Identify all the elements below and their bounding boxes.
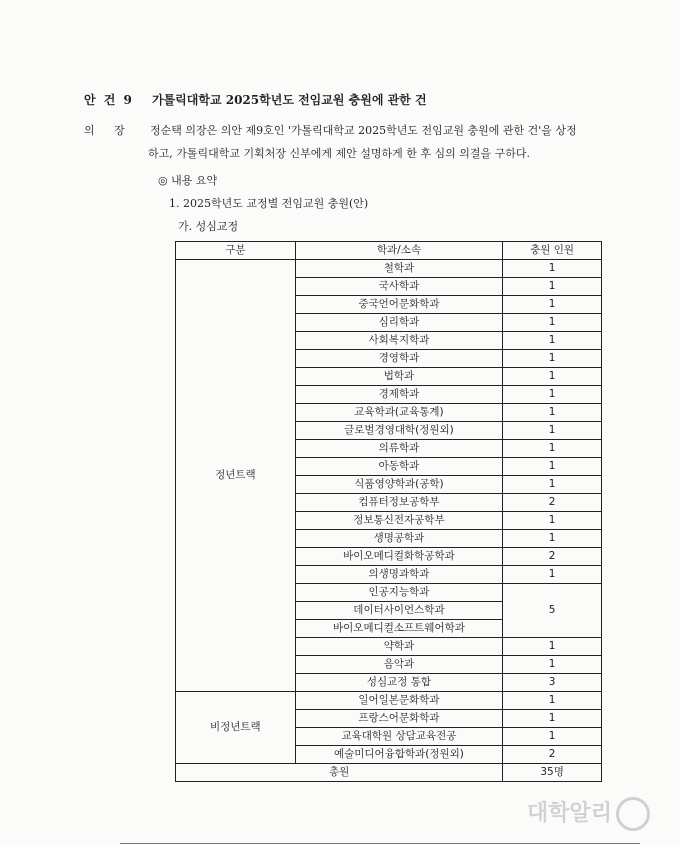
header-count: 충원 인원 — [503, 242, 602, 260]
count-cell: 1 — [503, 260, 602, 278]
category-cell: 정년트랙 — [176, 260, 296, 692]
watermark-logo — [527, 796, 650, 831]
department-cell: 법학과 — [295, 368, 503, 386]
department-cell: 식품영양학과(공학) — [295, 476, 503, 494]
department-cell: 사회복지학과 — [295, 332, 503, 350]
subsection-heading: 가. 성심교정 — [178, 220, 239, 233]
count-cell: 1 — [503, 638, 602, 656]
chair-text-line-1: 정순택 의장은 의안 제9호인 '가톨릭대학교 2025학년도 전임교원 충원에 관한 건'을 상정 — [150, 124, 577, 137]
table-row — [176, 260, 602, 278]
header-department: 학과/소속 — [295, 242, 503, 260]
table-body — [176, 260, 602, 764]
footer-divider — [120, 843, 640, 844]
department-cell: 중국언어문화학과 — [295, 296, 503, 314]
total-label: 총원 — [176, 764, 503, 782]
count-cell: 2 — [503, 548, 602, 566]
department-cell: 의류학과 — [295, 440, 503, 458]
department-cell: 바이오메디컬화학공학과 — [295, 548, 503, 566]
count-cell: 1 — [503, 530, 602, 548]
count-cell: 1 — [503, 512, 602, 530]
department-cell: 글로벌경영대학(정원외) — [295, 422, 503, 440]
count-cell: 1 — [503, 692, 602, 710]
department-cell: 음악과 — [295, 656, 503, 674]
table-header-row — [176, 242, 602, 260]
table-total-row — [176, 764, 602, 782]
count-cell: 1 — [503, 314, 602, 332]
count-cell: 1 — [503, 332, 602, 350]
count-cell: 1 — [503, 566, 602, 584]
department-cell: 데이터사이언스학과 — [295, 602, 503, 620]
count-cell: 5 — [503, 584, 602, 638]
count-cell: 1 — [503, 422, 602, 440]
section-heading: 1. 2025학년도 교정별 전임교원 충원(안) — [169, 197, 369, 210]
department-cell: 일어일본문화학과 — [295, 692, 503, 710]
count-cell: 1 — [503, 728, 602, 746]
count-cell: 2 — [503, 494, 602, 512]
count-cell: 1 — [503, 386, 602, 404]
count-cell: 1 — [503, 350, 602, 368]
department-cell: 바이오메디컬소프트웨어학과 — [295, 620, 503, 638]
department-cell: 아동학과 — [295, 458, 503, 476]
department-cell: 인공지능학과 — [295, 584, 503, 602]
count-cell: 1 — [503, 440, 602, 458]
watermark-text: 대학알리 — [526, 801, 612, 826]
department-cell: 컴퓨터정보공학부 — [295, 494, 503, 512]
count-cell: 1 — [503, 476, 602, 494]
department-cell: 심리학과 — [295, 314, 503, 332]
table-row — [176, 692, 602, 710]
agenda-label: 안 건 9 — [84, 93, 134, 107]
department-cell: 정보통신전자공학부 — [295, 512, 503, 530]
count-cell: 1 — [503, 278, 602, 296]
chair-text-line-2: 하고, 가톨릭대학교 기획처장 신부에게 제안 설명하게 한 후 심의 의결을 구하다. — [148, 147, 530, 160]
department-cell: 성심교정 통합 — [295, 674, 503, 692]
staffing-table — [175, 241, 602, 782]
count-cell: 1 — [503, 368, 602, 386]
agenda-title: 가톨릭대학교 2025학년도 전임교원 충원에 관한 건 — [152, 93, 427, 107]
count-cell: 1 — [503, 710, 602, 728]
chair-label: 의 장 — [84, 124, 133, 137]
department-cell: 경제학과 — [295, 386, 503, 404]
watermark-emblem-icon — [616, 797, 650, 831]
count-cell: 2 — [503, 746, 602, 764]
department-cell: 생명공학과 — [295, 530, 503, 548]
count-cell: 1 — [503, 656, 602, 674]
category-cell: 비정년트랙 — [176, 692, 296, 764]
total-value: 35명 — [503, 764, 602, 782]
header-category: 구분 — [176, 242, 296, 260]
department-cell: 의생명과학과 — [295, 566, 503, 584]
summary-heading: ◎ 내용 요약 — [158, 174, 218, 187]
department-cell: 교육대학원 상담교육전공 — [295, 728, 503, 746]
department-cell: 국사학과 — [295, 278, 503, 296]
department-cell: 예술미디어융합학과(정원외) — [295, 746, 503, 764]
count-cell: 3 — [503, 674, 602, 692]
department-cell: 경영학과 — [295, 350, 503, 368]
count-cell: 1 — [503, 404, 602, 422]
department-cell: 약학과 — [295, 638, 503, 656]
count-cell: 1 — [503, 296, 602, 314]
department-cell: 교육학과(교육통계) — [295, 404, 503, 422]
count-cell: 1 — [503, 458, 602, 476]
department-cell: 철학과 — [295, 260, 503, 278]
department-cell: 프랑스어문화학과 — [295, 710, 503, 728]
